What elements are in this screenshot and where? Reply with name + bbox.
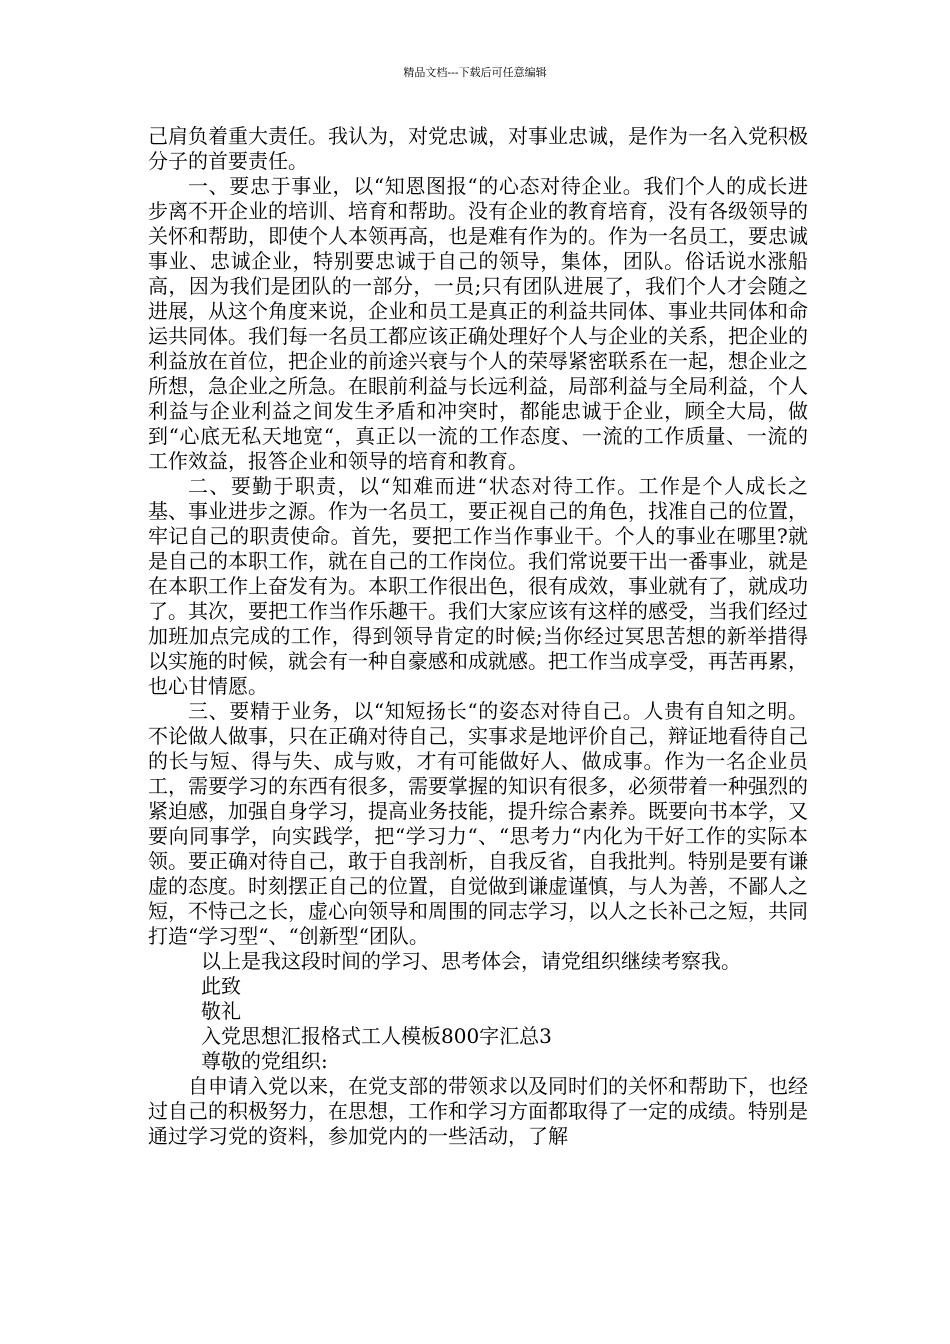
paragraph-continuation: 己肩负着重大责任。我认为，对党忠诚，对事业忠诚，是作为一名入党积极分子的首要责任。 — [148, 124, 808, 173]
salutation-cizhi: 此致 — [201, 974, 241, 998]
paragraph-proficiency-in-work: 三、要精于业务，以“知短扬长“的姿态对待自己。人贵有自知之明。不论做人做事，只在正确对待自己，实事求是地评价自己，辩证地看待自己的长与短、得与失、成与败，才有可能做好人、做成事。作为一名企业员工，需要学习的东西有很多，需要掌握的知识有很多，必须带着一种强烈的紧迫感，加强自身学习，提高业务技能，提升综合素养。既要向书本学，又要向同事学，向实践学，把“学习力“、“思考力“内化为干好工作的实际本领。要正确对待自己，敢于自我剖析，自我反省，自我批判。特别是要有谦虚的态度。时刻摆正自己的位置，自觉做到谦虚谨慎，与人为善，不鄙人之短，不恃己之长，虚心向领导和周围的同志学习，以人之长补己之短，共同打造“学习型“、“创新型“团队。 — [148, 699, 808, 948]
paragraph-loyalty-to-career: 一、要忠于事业，以“知恩图报“的心态对待企业。我们个人的成长进步离不开企业的培训、培育和帮助。没有企业的教育培育，没有各级领导的关怀和帮助，即使个人本领再高，也是难有作为的。作为一名员工，要忠诚事业、忠诚企业，特别要忠诚于自己的领导，集体，团队。俗话说水涨船高，因为我们是团队的一部分，一员;只有团队进展了，我们个人才会随之进展，从这个角度来说，企业和员工是真正的利益共同体、事业共同体和命运共同体。我们每一名员工都应该正确处理好个人与企业的关系，把企业的利益放在首位，把企业的前途兴衰与个人的荣辱紧密联系在一起，想企业之所想，急企业之所急。在眼前利益与长远利益，局部利益与全局利益，个人利益与企业利益之间发生矛盾和冲突时，都能忠诚于企业，顾全大局，做到“心底无私天地宽“，真正以一流的工作态度、一流的工作质量、一流的工作效益，报答企业和领导的培育和教育。 — [148, 174, 808, 473]
section-title: 入党思想汇报格式工人模板800字汇总3 — [201, 1024, 552, 1048]
paragraph-diligence-in-duty: 二、要勤于职责，以“知难而进“状态对待工作。工作是个人成长之基、事业进步之源。作为一名员工，要正视自己的角色，找准自己的位置，牢记自己的职责使命。首先，要把工作当作事业干。个人的事业在哪里?就是自己的本职工作，就在自己的工作岗位。我们常说要干出一番事业，就是在本职工作上奋发有为。本职工作很出色，很有成效，事业就有了，就成功了。其次，要把工作当作乐趣干。我们大家应该有这样的感受，当我们经过加班加点完成的工作，得到领导肯定的时候;当你经过冥思苦想的新举措得以实施的时候，就会有一种自豪感和成就感。把工作当成享受，再苦再累，也心甘情愿。 — [148, 474, 808, 698]
salutation-jingli: 敬礼 — [201, 999, 241, 1023]
greeting: 尊敬的党组织: — [201, 1049, 328, 1073]
paragraph-closing-statement: 以上是我这段时间的学习、思考体会，请党组织继续考察我。 — [201, 949, 741, 973]
page-header: 精品文档---下载后可任意编辑 — [403, 66, 547, 79]
document-body — [148, 124, 808, 1149]
paragraph-new-report-intro: 自申请入党以来，在党支部的带领求以及同时们的关怀和帮助下，也经过自己的积极努力，在思想，工作和学习方面都取得了一定的成绩。特别是通过学习党的资料，参加党内的一些活动，了解 — [148, 1074, 808, 1148]
